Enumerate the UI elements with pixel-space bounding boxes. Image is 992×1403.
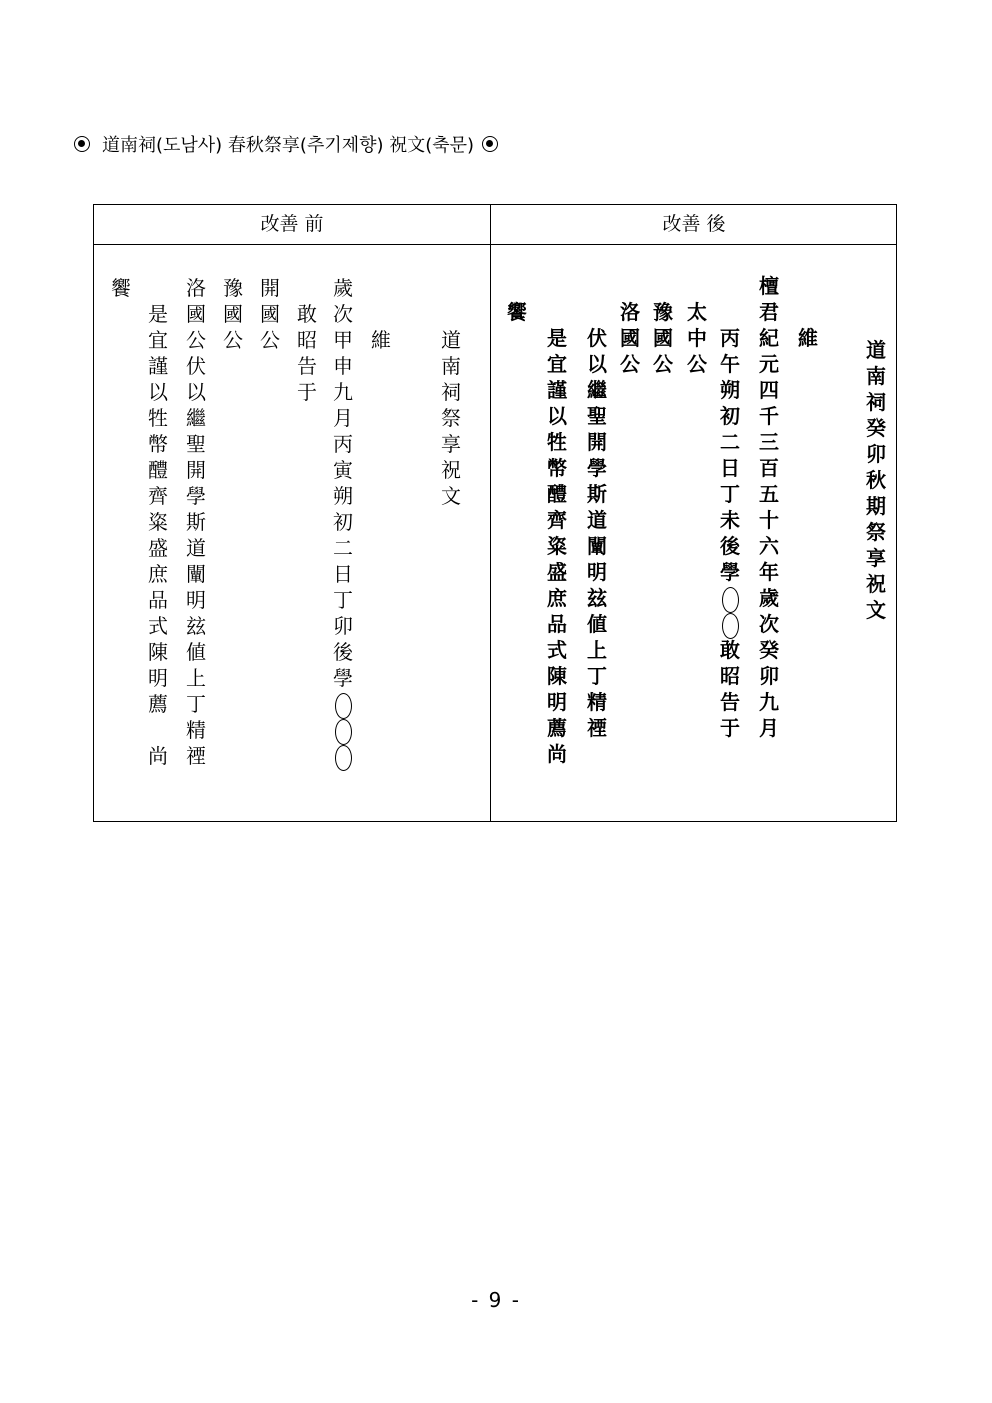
hanja-char: 庶 [148,562,168,586]
hanja-char: 學 [186,484,206,508]
placeholder-circle [717,611,743,637]
hanja-char: 卯 [333,614,353,638]
hanja-char: 禋 [587,716,607,740]
vertical-text-column [684,299,710,377]
hanja-char: 百 [759,456,779,480]
hanja-char: 日 [333,562,353,586]
hanja-char: 五 [759,482,779,506]
hanja-char: 道 [866,338,886,362]
hanja-char: 申 [333,354,353,378]
hanja-char: 謹 [547,378,567,402]
circle-icon [722,587,739,613]
hanja-char: 牲 [148,406,168,430]
hanja-char: 品 [148,588,168,612]
hanja-char: 元 [759,352,779,376]
hanja-char: 祠 [441,380,461,404]
hanja-char: 斯 [587,482,607,506]
hanja-char: 是 [547,326,567,350]
hanja-char: 公 [653,352,673,376]
hanja-char: 九 [333,380,353,404]
page-number: - 9 - [471,1288,521,1312]
hanja-char: 國 [186,302,206,326]
hanja-char: 文 [441,484,461,508]
hanja-char: 道 [186,536,206,560]
hanja-char: 中 [687,326,707,350]
hanja-char: 癸 [866,416,886,440]
placeholder-circle [330,691,356,717]
hanja-char: 粢 [148,510,168,534]
vertical-text-column [108,275,134,301]
hanja-char: 期 [866,494,886,518]
hanja-char: 明 [186,588,206,612]
hanja-char: 謹 [148,354,168,378]
hanja-char: 饗 [507,300,527,324]
vertical-text-column [650,299,676,377]
column-divider [490,205,491,821]
hanja-char: 禋 [186,744,206,768]
hanja-char: 告 [720,690,740,714]
hanja-char: 享 [441,432,461,456]
hanja-char: 癸 [759,638,779,662]
hanja-char: 玆 [587,586,607,610]
hanja-char: 以 [547,404,567,428]
hanja-char: 以 [148,380,168,404]
hanja-char: 薦 [148,692,168,716]
hanja-char: 次 [759,612,779,636]
hanja-char: 九 [759,690,779,714]
hanja-char: 歲 [759,586,779,610]
hanja-char: 盛 [547,560,567,584]
hanja-char: 玆 [186,614,206,638]
hanja-char: 祭 [441,406,461,430]
hanja-char: 開 [260,276,280,300]
hanja-char: 是 [148,302,168,326]
header-before: 改善 前 [260,213,324,235]
hanja-char: 敢 [297,302,317,326]
hanja-char: 聖 [186,432,206,456]
hanja-char: 後 [333,640,353,664]
hanja-char: 明 [587,560,607,584]
bullet-icon-left [74,136,90,152]
hanja-char: 昭 [297,328,317,352]
hanja-char: 精 [587,690,607,714]
hanja-char: 丁 [186,692,206,716]
hanja-char: 敢 [720,638,740,662]
hanja-char: 祠 [866,390,886,414]
hanja-char: 醴 [547,482,567,506]
hanja-char: 開 [587,430,607,454]
hanja-char: 闡 [186,562,206,586]
hanja-char: 享 [866,546,886,570]
hanja-char: 以 [186,380,206,404]
hanja-char: 初 [333,510,353,534]
hanja-char: 十 [759,508,779,532]
hanja-char: 日 [720,456,740,480]
hanja-char: 未 [720,508,740,532]
hanja-char: 告 [297,354,317,378]
vertical-text-column [717,325,743,741]
hanja-char: 公 [620,352,640,376]
hanja-char: 祝 [866,572,886,596]
hanja-char: 繼 [587,378,607,402]
hanja-char: 初 [720,404,740,428]
hanja-char: 昭 [720,664,740,688]
hanja-char: 君 [759,300,779,324]
hanja-char: 幣 [148,432,168,456]
vertical-text-column [795,325,821,351]
hanja-char: 洛 [186,276,206,300]
hanja-char: 紀 [759,326,779,350]
hanja-char: 斯 [186,510,206,534]
hanja-char: 月 [759,716,779,740]
vertical-text-column [183,275,209,769]
vertical-text-column [294,301,320,405]
vertical-text-column [544,325,570,767]
hanja-char: 檀 [759,274,779,298]
hanja-char: 四 [759,378,779,402]
hanja-char: 式 [547,638,567,662]
heading-title: 道南祠(도남사) 春秋祭享(추기제향) 祝文(축문) [102,135,475,156]
hanja-char: 六 [759,534,779,558]
hanja-char: 陳 [148,640,168,664]
header-divider [94,244,896,245]
hanja-char: 明 [148,666,168,690]
vertical-text-column [756,273,782,741]
hanja-char [145,717,171,743]
hanja-char: 饗 [111,276,131,300]
hanja-char: 丁 [587,664,607,688]
placeholder-circle [330,717,356,743]
hanja-char: 祝 [441,458,461,482]
hanja-char: 國 [653,326,673,350]
hanja-char: 維 [371,328,391,352]
hanja-char: 國 [260,302,280,326]
hanja-char: 于 [297,380,317,404]
hanja-char: 年 [759,560,779,584]
hanja-char: 千 [759,404,779,428]
hanja-char: 二 [720,430,740,454]
vertical-text-column [257,275,283,353]
hanja-char: 齊 [148,484,168,508]
hanja-char: 上 [186,666,206,690]
hanja-char: 豫 [653,300,673,324]
hanja-char: 公 [687,352,707,376]
hanja-char: 道 [441,328,461,352]
hanja-char: 明 [547,690,567,714]
circle-icon [335,745,352,771]
bullet-icon-right [482,136,498,152]
hanja-char: 國 [620,326,640,350]
hanja-char: 陳 [547,664,567,688]
hanja-char: 丙 [333,432,353,456]
hanja-char: 公 [223,328,243,352]
hanja-char: 幣 [547,456,567,480]
hanja-char: 伏 [587,326,607,350]
vertical-text-column [438,327,464,509]
hanja-char: 維 [798,326,818,350]
hanja-char: 後 [720,534,740,558]
vertical-text-column [584,325,610,741]
vertical-text-column [145,301,171,769]
hanja-char: 南 [441,354,461,378]
hanja-char: 値 [186,640,206,664]
circle-icon [722,613,739,639]
hanja-char: 卯 [759,664,779,688]
hanja-char: 丁 [333,588,353,612]
hanja-char: 庶 [547,586,567,610]
hanja-char: 公 [186,328,206,352]
hanja-char: 午 [720,352,740,376]
hanja-char: 伏 [186,354,206,378]
hanja-char: 二 [333,536,353,560]
hanja-char: 薦 [547,716,567,740]
hanja-char: 開 [186,458,206,482]
circle-icon [335,719,352,745]
hanja-char: 精 [186,718,206,742]
hanja-char: 繼 [186,406,206,430]
hanja-char: 洛 [620,300,640,324]
vertical-text-column [330,275,356,769]
hanja-char: 尚 [547,742,567,766]
hanja-char: 甲 [333,328,353,352]
hanja-char: 于 [720,716,740,740]
hanja-char: 卯 [866,442,886,466]
circle-icon [335,693,352,719]
hanja-char: 歲 [333,276,353,300]
hanja-char: 式 [148,614,168,638]
hanja-char: 寅 [333,458,353,482]
vertical-text-column [368,327,394,353]
document-heading [72,131,504,157]
hanja-char: 學 [333,666,353,690]
hanja-char: 上 [587,638,607,662]
hanja-char: 國 [223,302,243,326]
vertical-text-column [504,299,530,325]
hanja-char: 闡 [587,534,607,558]
hanja-char: 三 [759,430,779,454]
hanja-char: 學 [587,456,607,480]
hanja-char: 文 [866,598,886,622]
vertical-text-column [617,299,643,377]
hanja-char: 品 [547,612,567,636]
hanja-char: 太 [687,300,707,324]
hanja-char: 齊 [547,508,567,532]
placeholder-circle [330,743,356,769]
hanja-char: 公 [260,328,280,352]
hanja-char: 盛 [148,536,168,560]
hanja-char: 宜 [547,352,567,376]
hanja-char: 學 [720,560,740,584]
hanja-char: 牲 [547,430,567,454]
hanja-char: 朔 [720,378,740,402]
header-after: 改善 後 [662,213,726,235]
hanja-char: 宜 [148,328,168,352]
hanja-char: 聖 [587,404,607,428]
hanja-char: 豫 [223,276,243,300]
hanja-char: 祭 [866,520,886,544]
hanja-char: 道 [587,508,607,532]
hanja-char: 醴 [148,458,168,482]
placeholder-circle [717,585,743,611]
hanja-char: 尚 [148,744,168,768]
vertical-text-column [220,275,246,353]
hanja-char: 月 [333,406,353,430]
vertical-text-column [863,337,889,623]
hanja-char: 秋 [866,468,886,492]
hanja-char: 朔 [333,484,353,508]
hanja-char: 以 [587,352,607,376]
hanja-char: 値 [587,612,607,636]
hanja-char: 次 [333,302,353,326]
hanja-char: 南 [866,364,886,388]
hanja-char: 丙 [720,326,740,350]
hanja-char: 粢 [547,534,567,558]
hanja-char: 丁 [720,482,740,506]
